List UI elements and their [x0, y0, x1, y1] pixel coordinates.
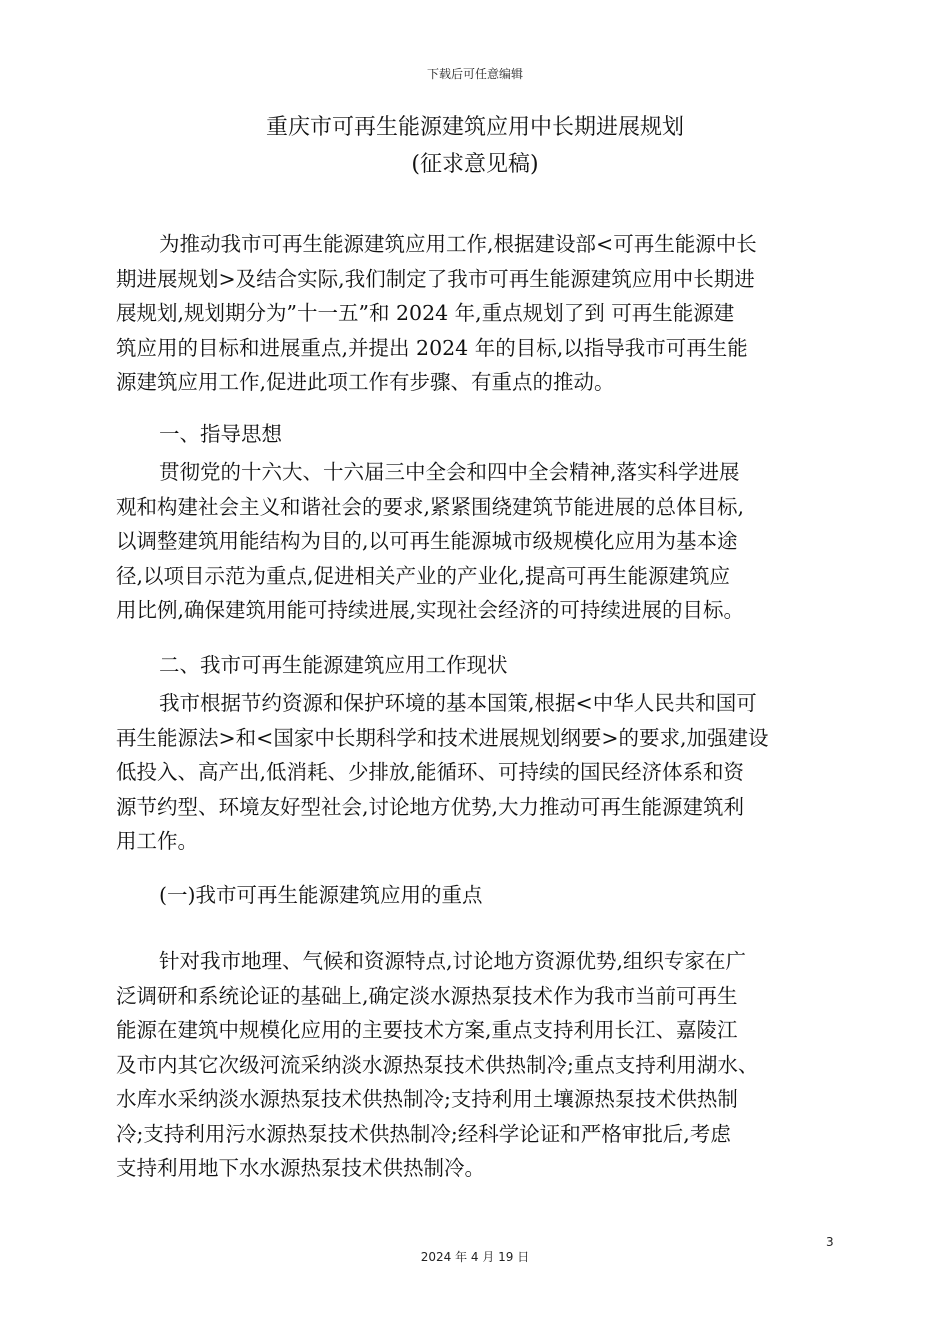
paragraph-line: 再生能源法>和<国家中长期科学和技术进展规划纲要>的要求,加强建设 [116, 725, 769, 750]
page-footer-date: 2024 年 4 月 19 日 [420, 1250, 530, 1264]
paragraph-line: 筑应用的目标和进展重点,并提出 2024 年的目标,以指导我市可再生能 [116, 335, 748, 360]
paragraph-line: 贯彻党的十六大、十六届三中全会和四中全会精神,落实科学进展 [159, 460, 740, 484]
paragraph-line: 我市根据节约资源和保护环境的基本国策,根据<中华人民共和国可 [159, 691, 757, 715]
key-points-paragraph [116, 944, 838, 1186]
paragraph-line: 源节约型、环境友好型社会,讨论地方优势,大力推动可再生能源建筑利 [116, 794, 745, 819]
paragraph-line: 水库水采纳淡水源热泵技术供热制冷;支持利用土壤源热泵技术供热制 [116, 1087, 738, 1111]
paragraph-line: 观和构建社会主义和谐社会的要求,紧紧围绕建筑节能进展的总体目标, [116, 494, 745, 519]
subsection-heading-key-points: (一)我市可再生能源建筑应用的重点 [159, 883, 483, 907]
paragraph-line: 低投入、高产出,低消耗、少排放,能循环、可持续的国民经济体系和资 [116, 760, 745, 784]
paragraph-line: 针对我市地理、气候和资源特点,讨论地方资源优势,组织专家在广 [159, 949, 747, 973]
paragraph-line: 期进展规划>及结合实际,我们制定了我市可再生能源建筑应用中长期进 [116, 266, 755, 291]
document-subtitle: (征求意见稿) [411, 152, 539, 177]
section-heading-current-status: 二、我市可再生能源建筑应用工作现状 [159, 653, 508, 677]
guiding-ideology-paragraph [116, 455, 838, 628]
paragraph-line: 能源在建筑中规模化应用的主要技术方案,重点支持利用长江、嘉陵江 [116, 1018, 738, 1042]
paragraph-line: 以调整建筑用能结构为目的,以可再生能源城市级规模化应用为基本途 [116, 529, 738, 553]
paragraph-line: 用工作。 [116, 829, 198, 853]
paragraph-line: 支持利用地下水水源热泵技术供热制冷。 [116, 1156, 485, 1180]
page-number: 3 [826, 1235, 834, 1249]
paragraph-line: 径,以项目示范为重点,促进相关产业的产业化,提高可再生能源建筑应 [116, 563, 731, 588]
paragraph-line: 及市内其它次级河流采纳淡水源热泵技术供热制冷;重点支持利用湖水、 [116, 1052, 759, 1077]
current-status-paragraph [116, 686, 838, 859]
paragraph-line: 用比例,确保建筑用能可持续进展,实现社会经济的可持续进展的目标。 [116, 598, 745, 622]
paragraph-line: 源建筑应用工作,促进此项工作有步骤、有重点的推动。 [116, 370, 615, 394]
section-heading-guiding-ideology: 一、指导思想 [159, 422, 282, 446]
paragraph-line: 为推动我市可再生能源建筑应用工作,根据建设部<可再生能源中长 [159, 232, 757, 256]
paragraph-line: 泛调研和系统论证的基础上,确定淡水源热泵技术作为我市当前可再生 [116, 983, 738, 1008]
document-title: 重庆市可再生能源建筑应用中长期进展规划 [265, 115, 684, 140]
paragraph-line: 展规划,规划期分为”十一五”和 2024 年,重点规划了到 可再生能源建 [116, 301, 735, 325]
paragraph-line: 冷;支持利用污水源热泵技术供热制冷;经科学论证和严格审批后,考虑 [116, 1121, 731, 1146]
intro-paragraph [116, 227, 838, 400]
page-header-note: 下载后可任意编辑 [426, 67, 523, 81]
